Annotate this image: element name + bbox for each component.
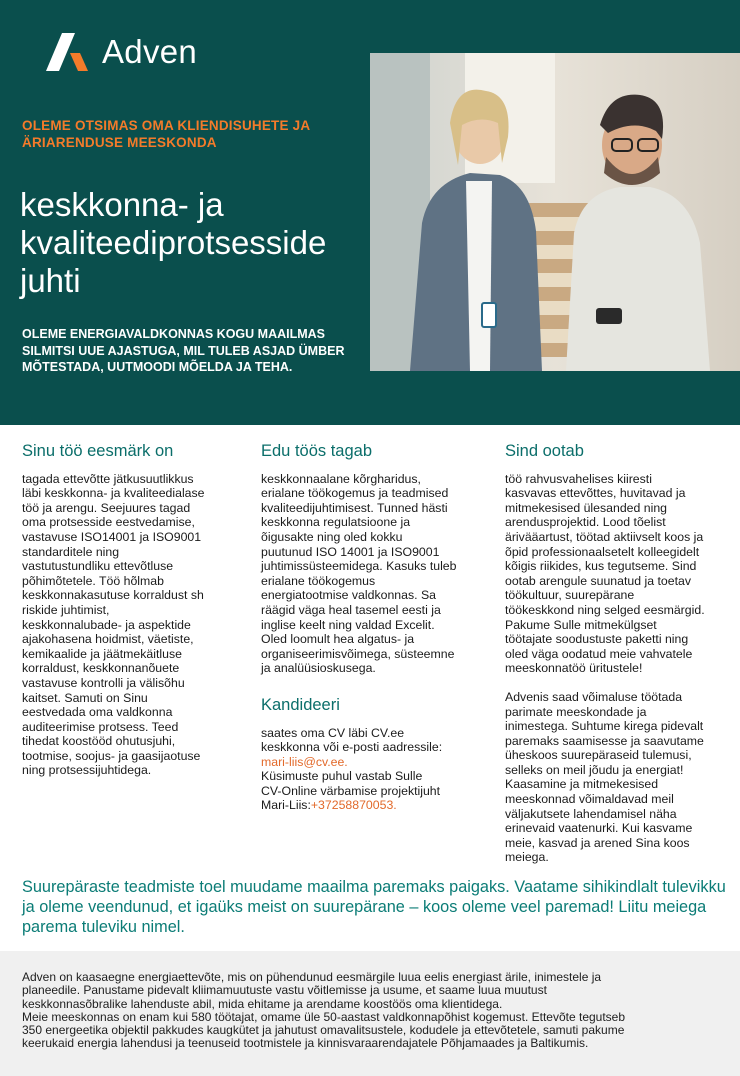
section-heading: Sind ootab — [505, 442, 584, 460]
section-text: töö rahvusvahelises kiiresti kasvavas ettevõttes, huvitavad ja mitmekesised ülesanded ning arendusprojektid. Lood tõelist ärivääartust, töötad aktiivselt koos ja õpid professionaalsetelt kolleegidelt kõigis riikides, kus tegutseme. Sind ootab arengule suunatud ja toetav töökultuur, suurepärane töökeskkond ning selged eesmärgid. Pakume Sulle mitmekülgset töötajate soodustuste paketti ning oled väga oodatud meie vahvatele meeskonnatöö üritustele! — [505, 471, 705, 676]
job-title-line: juhti — [20, 262, 81, 299]
contact-text: Küsimuste puhul vastab Sulle CV-Online värbamise projektijuht Mari-Liis: — [261, 769, 441, 813]
section-text: keskkonnaalane kõrgharidus, erialane töökogemus ja teadmised kvaliteedijuhtimisest. Tunned hästi keskkonna regulatsioone ja õigusakte ning oled kokku puutunud ISO 14001 ja ISO9001 juhtimissüsteemidega. Kasuks tuleb erialane töökogemus energiatootmise valdkonnas. Sa räägid väga heal tasemel eesti ja inglise keelt ning valdad Excelit. Oled loomult hea algatus- ja organiseerimisvõimega, süsteemne ja analüüsioskusega. — [261, 471, 457, 676]
company-footer — [0, 951, 740, 1076]
hero-tagline: OLEME ENERGIAVALDKONNAS KOGU MAAILMAS SILMITSI UUE AJASTUGA, MIL TULEB ASJAD ÜMBER MÕTESTADA, UUTMOODI MÕELDA JA TEHA. — [22, 327, 345, 374]
section-heading: Edu töös tagab — [261, 442, 373, 460]
section-heading: Sinu töö eesmärk on — [22, 442, 174, 460]
section-text-2: Advenis saad võimaluse töötada parimate meeskondade ja inimestega. Suhtume kirega pidevalt paremaks saamisesse ja saavutame üheskoos suurepäraseid tulemusi, selleks on meil jõudu ja energiat! Kaasamine ja mitmekesised meeskonnad võimaldavad meil väljakutsete lahendamisel näha erinevaid vaatenurki. Kui kasvame meie, kasvad ja arened Sina koos meiega. — [505, 689, 704, 865]
adven-logo-icon — [44, 31, 94, 73]
column-requirements — [261, 444, 481, 813]
team-photo-illustration — [370, 53, 740, 371]
company-description: Adven on kaasaegne energiaettevõte, mis on pühendunud eesmärgile luua eelis energiast ärile, inimestele ja planeedile. Panustame pidevalt kliimamuutuste vastu võitlemisse ja usume, et saame luua muutust keskkonnasõbralike lahenduste abil, mida ehitame ja arendame koostöös oma klientidega. Meie meeskonnas on enam kui 580 töötajat, omame üle 50-aastast valdkonnapõhist kogemust. Ettevõte tegutseb 350 energeetika objektil pakkudes kaugkütet ja jahutust omavalitsustele, kodudele ja ettevõtetele, samuti pakume keerukaid energia lahendusi ja teenuseid tootmistele ja kinnisvaraarendajatele Põhjamaades ja Baltikumis. — [22, 970, 626, 1051]
logo-wordmark: Adven — [102, 33, 198, 70]
email-link[interactable]: mari-liis@cv.ee. — [261, 754, 348, 769]
job-title-line: keskkonna- ja — [20, 186, 224, 223]
job-title-line: kvaliteediprotsesside — [20, 224, 327, 261]
hero-kicker: OLEME OTSIMAS OMA KLIENDISUHETE JA ÄRIARENDUSE MEESKONDA — [22, 118, 310, 150]
section-text: tagada ettevõtte jätkusuutlikkus läbi keskkonna- ja kvaliteedialase töö ja arengu. Seejuures tagad oma protsesside eestvedamise, vastavuse ISO14001 ja ISO9001 standarditele ning vastutustundliku ettevõtluse põhimõtetele. Töö hõlmab keskkonnakasutuse korraldust sh riskide juhtimist, keskkonnalubade- ja aspektide ajakohasena hoidmist, väetiste, kemikaalide ja jäätmekäitluse korraldust, keskkonnanõuete vastavuse kontrolli ja välisõhu kaitset. Samuti on Sinu eestvedada oma valdkonna auditeerimise protsess. Teed tihedat koostööd ohutusjuhi, tootmise, soojus- ja gaasijaotuse ning protsessijuhtidega. — [22, 471, 205, 778]
team-photo — [370, 53, 740, 371]
column-goal — [22, 444, 232, 778]
apply-instructions: saates oma CV läbi CV.ee keskkonna või e-posti aadressile: — [261, 725, 443, 755]
column-offer — [505, 444, 720, 865]
mission-statement: Suurepäraste teadmiste toel muudame maailma paremaks paigaks. Vaatame sihikindlalt tulevikku ja oleme veendunud, et igaüks meist on suurepärane – koos oleme veel paremad! Liitu meiega parema tuleviku nimel. — [22, 878, 726, 936]
phone-link[interactable]: +37258870053. — [310, 798, 397, 813]
adven-logo — [44, 30, 197, 74]
job-title — [20, 186, 380, 300]
apply-heading: Kandideeri — [261, 695, 340, 714]
hero-banner — [0, 0, 740, 425]
apply-text — [261, 726, 481, 814]
